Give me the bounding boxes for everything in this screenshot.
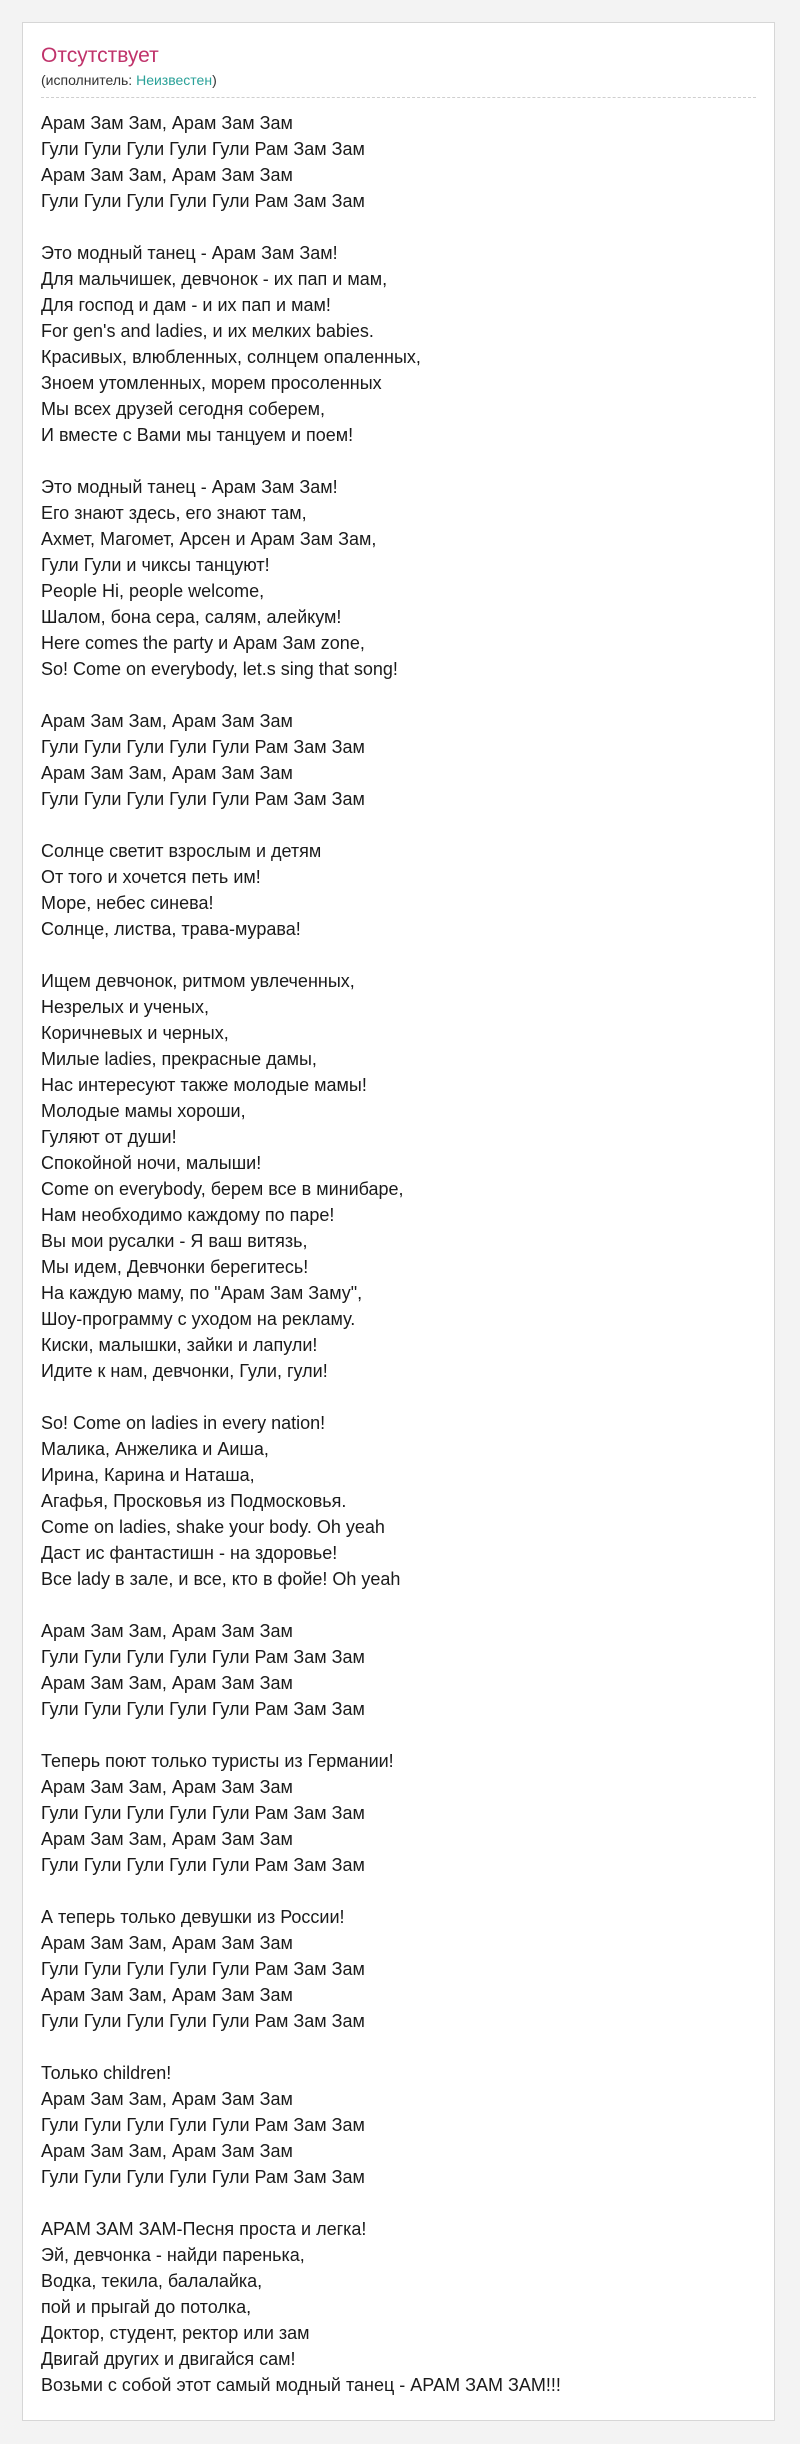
lyric-line: И вместе с Вами мы танцуем и поем!	[41, 425, 354, 445]
lyric-line: Арам Зам Зам, Арам Зам Зам	[41, 2141, 293, 2161]
lyrics-stanza	[41, 1618, 774, 1722]
lyric-line: Арам Зам Зам, Арам Зам Зам	[41, 2089, 293, 2109]
lyric-line: Гули Гули Гули Гули Гули Рам Зам Зам	[41, 2115, 365, 2135]
lyric-line: Мы идем, Девчонки берегитесь!	[41, 1257, 309, 1277]
lyric-line: Гули Гули Гули Гули Гули Рам Зам Зам	[41, 2167, 365, 2187]
lyric-line: Мы всех друзей сегодня соберем,	[41, 399, 326, 419]
lyric-line: Солнце светит взрослым и детям	[41, 841, 322, 861]
lyrics-stanza	[41, 1904, 774, 2034]
lyric-line: Теперь поют только туристы из Германии!	[41, 1751, 394, 1771]
lyric-line: А теперь только девушки из России!	[41, 1907, 345, 1927]
lyric-line: Только children!	[41, 2063, 172, 2083]
lyric-line: Гули Гули Гули Гули Гули Рам Зам Зам	[41, 1699, 365, 1719]
lyric-line: Нам необходимо каждому по паре!	[41, 1205, 335, 1225]
lyric-line: Зноем утомленных, морем просоленных	[41, 373, 382, 393]
lyric-line: АРАМ ЗАМ ЗАМ-Песня проста и легка!	[41, 2219, 367, 2239]
lyrics-stanza	[41, 474, 774, 682]
lyric-line: Гули Гули Гули Гули Гули Рам Зам Зам	[41, 139, 365, 159]
lyric-line: Гули Гули и чиксы танцуют!	[41, 555, 270, 575]
lyric-line: Арам Зам Зам, Арам Зам Зам	[41, 711, 293, 731]
lyric-line: Шалом, бона сера, салям, алейкум!	[41, 607, 342, 627]
lyric-line: Come on ladies, shake your body. Oh yeah	[41, 1517, 385, 1537]
lyric-line: Это модный танец - Арам Зам Зам!	[41, 243, 338, 263]
song-header	[41, 43, 756, 98]
lyrics-stanza	[41, 838, 774, 942]
lyric-line: Киски, малышки, зайки и лапули!	[41, 1335, 318, 1355]
lyrics-stanza	[41, 1748, 774, 1878]
lyric-line: Ахмет, Магомет, Арсен и Арам Зам Зам,	[41, 529, 377, 549]
lyric-line: Все lady в зале, и все, кто в фойе! Oh yeah	[41, 1569, 401, 1589]
lyrics-stanza	[41, 708, 774, 812]
lyric-line: Арам Зам Зам, Арам Зам Зам	[41, 763, 293, 783]
lyric-line: Спокойной ночи, малыши!	[41, 1153, 262, 1173]
lyric-line: Арам Зам Зам, Арам Зам Зам	[41, 1829, 293, 1849]
lyric-line: Арам Зам Зам, Арам Зам Зам	[41, 1673, 293, 1693]
lyric-line: Красивых, влюбленных, солнцем опаленных,	[41, 347, 421, 367]
lyric-line: Нас интересуют также молодые мамы!	[41, 1075, 367, 1095]
lyric-line: So! Come on ladies in every nation!	[41, 1413, 326, 1433]
lyric-line: Арам Зам Зам, Арам Зам Зам	[41, 165, 293, 185]
lyric-line: Арам Зам Зам, Арам Зам Зам	[41, 1777, 293, 1797]
lyric-line: People Hi, people welcome,	[41, 581, 265, 601]
lyric-line: Гули Гули Гули Гули Гули Рам Зам Зам	[41, 1803, 365, 1823]
artist-prefix: (исполнитель:	[41, 72, 137, 88]
lyric-line: На каждую маму, по "Арам Зам Заму",	[41, 1283, 363, 1303]
lyric-line: Молодые мамы хороши,	[41, 1101, 246, 1121]
lyric-line: Гули Гули Гули Гули Гули Рам Зам Зам	[41, 1855, 365, 1875]
artist-suffix: )	[212, 72, 217, 88]
lyric-line: От того и хочется петь им!	[41, 867, 261, 887]
artist-link[interactable]: Неизвестен	[136, 72, 213, 88]
lyrics-stanza	[41, 110, 774, 214]
lyric-line: Милые ladies, прекрасные дамы,	[41, 1049, 317, 1069]
lyric-line: Here comes the party и Арам Зам zone,	[41, 633, 365, 653]
lyric-line: Солнце, листва, трава-мурава!	[41, 919, 301, 939]
lyric-line: пой и прыгай до потолка,	[41, 2297, 252, 2317]
lyric-line: Ищем девчонок, ритмом увлеченных,	[41, 971, 355, 991]
lyrics-card	[22, 22, 775, 2421]
lyric-line: Арам Зам Зам, Арам Зам Зам	[41, 1621, 293, 1641]
lyric-line: Гули Гули Гули Гули Гули Рам Зам Зам	[41, 737, 365, 757]
lyric-line: Гули Гули Гули Гули Гули Рам Зам Зам	[41, 789, 365, 809]
lyrics-stanza	[41, 2216, 774, 2398]
lyric-line: Для господ и дам - и их пап и мам!	[41, 295, 331, 315]
lyric-line: Арам Зам Зам, Арам Зам Зам	[41, 1933, 293, 1953]
lyric-line: Его знают здесь, его знают там,	[41, 503, 307, 523]
lyric-line: Гули Гули Гули Гули Гули Рам Зам Зам	[41, 191, 365, 211]
lyric-line: For gen's and ladies, и их мелких babies.	[41, 321, 374, 341]
lyric-line: Идите к нам, девчонки, Гули, гули!	[41, 1361, 328, 1381]
lyric-line: Море, небес синева!	[41, 893, 214, 913]
lyric-line: Вы мои русалки - Я ваш витязь,	[41, 1231, 308, 1251]
lyric-line: Малика, Анжелика и Аиша,	[41, 1439, 269, 1459]
song-title: Отсутствует	[41, 44, 159, 67]
lyric-line: So! Come on everybody, let.s sing that song!	[41, 659, 398, 679]
lyric-line: Даст ис фантастишн - на здоровье!	[41, 1543, 338, 1563]
lyric-line: Ирина, Карина и Наташа,	[41, 1465, 255, 1485]
lyric-line: Агафья, Просковья из Подмосковья.	[41, 1491, 347, 1511]
lyric-line: Для мальчишек, девчонок - их пап и мам,	[41, 269, 388, 289]
lyric-line: Это модный танец - Арам Зам Зам!	[41, 477, 338, 497]
lyric-line: Гуляют от души!	[41, 1127, 177, 1147]
lyric-line: Двигай других и двигайся сам!	[41, 2349, 296, 2369]
lyrics-stanza	[41, 2060, 774, 2190]
lyrics-stanza	[41, 1410, 774, 1592]
lyric-line: Арам Зам Зам, Арам Зам Зам	[41, 113, 293, 133]
lyrics-stanza	[41, 968, 774, 1384]
lyric-line: Гули Гули Гули Гули Гули Рам Зам Зам	[41, 1959, 365, 1979]
artist-line	[41, 71, 756, 89]
lyrics-stanza	[41, 240, 774, 448]
lyric-line: Шоу-программу с уходом на рекламу.	[41, 1309, 356, 1329]
lyric-line: Эй, девчонка - найди паренька,	[41, 2245, 305, 2265]
lyric-line: Come on everybody, берем все в минибаре,	[41, 1179, 404, 1199]
lyric-line: Гули Гули Гули Гули Гули Рам Зам Зам	[41, 1647, 365, 1667]
lyric-line: Коричневых и черных,	[41, 1023, 229, 1043]
lyric-line: Доктор, студент, ректор или зам	[41, 2323, 310, 2343]
lyric-line: Водка, текила, балалайка,	[41, 2271, 263, 2291]
lyric-line: Возьми с собой этот самый модный танец - АРАМ ЗАМ ЗАМ!!!	[41, 2375, 561, 2395]
lyric-line: Арам Зам Зам, Арам Зам Зам	[41, 1985, 293, 2005]
lyric-line: Гули Гули Гули Гули Гули Рам Зам Зам	[41, 2011, 365, 2031]
lyrics-body	[41, 110, 774, 2398]
lyric-line: Незрелых и ученых,	[41, 997, 210, 1017]
